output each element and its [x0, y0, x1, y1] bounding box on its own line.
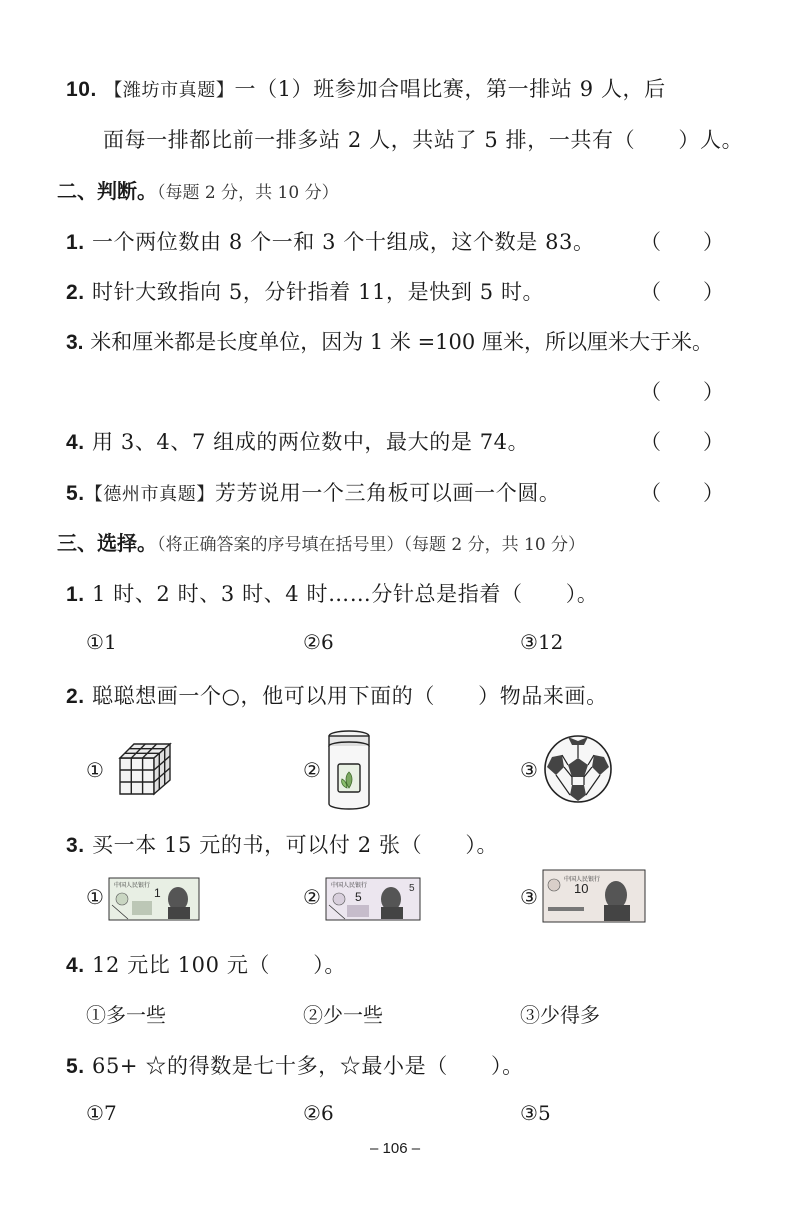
item-number: 2.	[66, 281, 85, 304]
judge-item-5	[66, 477, 561, 507]
judge-item-3	[66, 326, 713, 356]
judge-item-1	[66, 226, 595, 256]
option-3[interactable]: ③12	[520, 630, 564, 654]
answer-blank[interactable]: （ ）	[640, 380, 724, 404]
item-number: 1.	[66, 583, 85, 606]
option-1[interactable]: ①1	[86, 630, 117, 654]
option-1-mark[interactable]: ①	[86, 758, 104, 782]
source-tag: 【德州市真题】	[84, 484, 215, 505]
item-text: 芳芳说用一个三角板可以画一个圆。	[214, 481, 561, 505]
section-title: 三、选择。	[57, 531, 157, 555]
item-text: 一个两位数由 8 个一和 3 个十组成，这个数是 83。	[92, 230, 595, 254]
section-heading-judge	[57, 175, 339, 204]
item-text: 12 元比 100 元（ ）。	[92, 953, 346, 977]
choice-question-4	[66, 949, 346, 979]
option-1[interactable]: ①多一些	[86, 1003, 166, 1027]
q10-line2	[103, 124, 743, 154]
item-text: 聪聪想画一个○，他可以用下面的（ ）物品来画。	[92, 684, 608, 708]
rubiks-cube-icon	[114, 738, 176, 800]
option-1[interactable]: ①7	[86, 1101, 117, 1125]
item-number: 5.	[66, 482, 85, 505]
banknote-banner: 中国人民银行	[331, 882, 368, 889]
choice-question-3	[66, 829, 498, 859]
question-text: 面每一排都比前一排多站 2 人，共站了 5 排，一共有（ ）人。	[103, 128, 744, 152]
item-number: 4.	[66, 954, 85, 977]
page-number: – 106 –	[370, 1140, 421, 1157]
option-2-mark[interactable]: ②	[303, 885, 321, 909]
option-2[interactable]: ②6	[303, 1101, 334, 1125]
section-note: （将正确答案的序号填在括号里）（每题 2 分，共 10 分）	[157, 535, 586, 555]
answer-blank[interactable]: （ ）	[640, 230, 724, 254]
banknote-icon	[542, 869, 646, 923]
item-text: 65+ ☆的得数是七十多，☆最小是（ ）。	[92, 1054, 524, 1078]
banknote-banner: 中国人民银行	[114, 882, 151, 889]
option-2[interactable]: ②6	[303, 630, 334, 654]
option-2[interactable]: ②少一些	[303, 1003, 383, 1027]
item-text: 时针大致指向 5，分针指着 11，是快到 5 时。	[92, 280, 545, 304]
item-text: 米和厘米都是长度单位，因为 1 米 =100 厘米，所以厘米大于米。	[90, 330, 713, 354]
option-3[interactable]: ③5	[520, 1101, 551, 1125]
banknote-corner-denomination: 5	[409, 883, 415, 894]
source-tag: 【潍坊市真题】	[104, 80, 235, 101]
item-text: 买一本 15 元的书，可以付 2 张（ ）。	[92, 833, 499, 857]
item-text: 1 时、2 时、3 时、4 时……分针总是指着（ ）。	[92, 582, 599, 606]
section-heading-choice	[57, 527, 585, 556]
banknote-icon	[108, 877, 200, 921]
section-note: （每题 2 分，共 10 分）	[157, 183, 339, 203]
judge-item-4	[66, 426, 529, 456]
banknote-icon	[325, 877, 421, 921]
item-number: 2.	[66, 685, 85, 708]
section-title: 二、判断。	[57, 179, 157, 203]
item-number: 4.	[66, 431, 85, 454]
question-text: 一（1）班参加合唱比赛，第一排站 9 人，后	[234, 77, 666, 101]
option-3-mark[interactable]: ③	[520, 758, 538, 782]
option-2-mark[interactable]: ②	[303, 758, 321, 782]
item-number: 3.	[66, 331, 84, 354]
choice-question-2	[66, 680, 608, 710]
banknote-denomination: 10	[574, 881, 589, 896]
choice-question-1	[66, 578, 598, 608]
answer-blank[interactable]: （ ）	[640, 430, 724, 454]
soccer-ball-icon	[542, 733, 614, 805]
option-3-mark[interactable]: ③	[520, 885, 538, 909]
answer-blank[interactable]: （ ）	[640, 280, 724, 304]
item-number: 5.	[66, 1055, 85, 1078]
item-number: 3.	[66, 834, 85, 857]
option-3[interactable]: ③少得多	[520, 1003, 600, 1027]
judge-item-2	[66, 276, 544, 306]
banknote-denomination: 1	[154, 886, 161, 900]
option-1-mark[interactable]: ①	[86, 885, 104, 909]
item-number: 1.	[66, 231, 85, 254]
banknote-denomination: 5	[355, 890, 362, 904]
answer-blank[interactable]: （ ）	[640, 481, 724, 505]
q10-line1	[66, 73, 666, 103]
choice-question-5	[66, 1050, 524, 1080]
question-number: 10.	[66, 78, 97, 101]
tea-can-icon	[325, 728, 373, 812]
banknote-banner: 中国人民银行	[564, 876, 601, 883]
item-text: 用 3、4、7 组成的两位数中，最大的是 74。	[92, 430, 530, 454]
